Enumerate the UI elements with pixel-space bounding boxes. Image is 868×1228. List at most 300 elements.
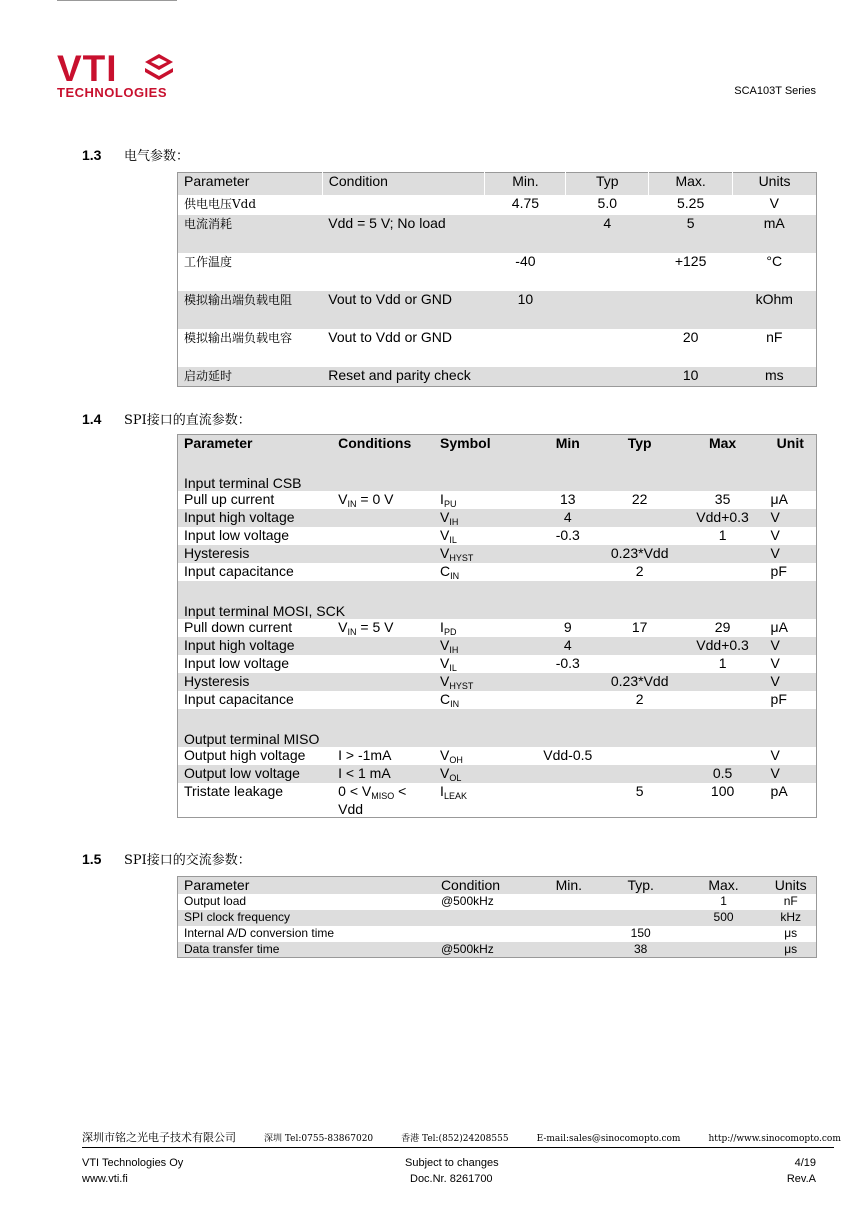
cell <box>765 673 817 691</box>
cell <box>434 619 537 637</box>
subscript: IH <box>449 516 459 527</box>
cell: μs <box>784 925 798 940</box>
section-title: 电气参数： <box>124 149 190 164</box>
cell <box>434 563 537 581</box>
cell <box>332 655 434 673</box>
cell: Internal A/D conversion time <box>184 925 335 940</box>
cell: @500kHz <box>440 893 494 908</box>
subscript: LEAK <box>443 790 467 801</box>
cell-text: pA <box>770 782 788 799</box>
footer-website[interactable]: www.vti.fi <box>82 1173 128 1185</box>
spi-dc-params-table <box>177 434 817 818</box>
cell <box>599 563 681 581</box>
table-row <box>178 215 817 253</box>
group-body <box>178 491 817 581</box>
cell-text: Pull down current <box>184 618 293 635</box>
table-row <box>178 329 817 367</box>
col-header: Conditions <box>338 435 412 451</box>
table-header-row <box>178 173 817 195</box>
cell <box>178 527 333 545</box>
col-header: Parameter <box>178 173 323 195</box>
cell <box>682 926 766 942</box>
cell <box>681 527 765 545</box>
cell-text: μA <box>770 618 788 635</box>
cell <box>537 747 599 765</box>
col-header: Parameter <box>184 435 253 451</box>
cell <box>178 765 333 783</box>
col-header: Max. <box>708 877 739 893</box>
cell <box>599 545 681 563</box>
cell <box>537 673 599 691</box>
cell <box>322 195 485 215</box>
cell <box>765 545 817 563</box>
cell-text: I <box>440 618 444 635</box>
table-row <box>178 894 817 910</box>
cell: 模拟输出端负载电容 <box>184 330 293 345</box>
cell-text: Vdd-0.5 <box>543 746 593 763</box>
col-header: Condition <box>322 173 485 195</box>
cell-text: V <box>338 490 348 507</box>
section-1-3-heading <box>82 145 189 164</box>
cell <box>682 942 766 958</box>
subscript: IL <box>449 534 457 545</box>
cell <box>332 691 434 709</box>
cell-text: V <box>440 654 450 671</box>
table-row <box>178 527 817 545</box>
cell-text: V <box>440 636 450 653</box>
cell <box>178 637 333 655</box>
footer-rule <box>82 1147 834 1148</box>
cell <box>765 691 817 709</box>
cell: 4 <box>603 214 612 231</box>
cell <box>537 545 599 563</box>
cell-text: V <box>440 508 450 525</box>
cell <box>681 637 765 655</box>
cell: 10 <box>517 290 534 307</box>
col-header: Parameter <box>184 877 250 893</box>
cell-text: V <box>338 618 348 635</box>
cell-text: V <box>770 636 780 653</box>
cell-text: V <box>770 764 780 781</box>
group-label: Output terminal MISO <box>184 730 320 747</box>
cell: 1 <box>720 893 727 908</box>
cell <box>537 563 599 581</box>
subscript: PU <box>443 498 457 509</box>
cell-text: -0.3 <box>555 526 580 543</box>
cell: 10 <box>682 366 699 383</box>
cell-text: I <box>440 490 444 507</box>
cell: nF <box>783 893 798 908</box>
cell <box>332 619 434 637</box>
col-header: Typ <box>627 435 652 451</box>
cell <box>599 765 681 783</box>
subscript: IL <box>449 662 457 673</box>
cell-text: μA <box>770 490 788 507</box>
cell <box>566 253 649 291</box>
cell <box>537 491 599 509</box>
cell-text: V <box>770 508 780 525</box>
footer-subject: Subject to changes <box>405 1157 499 1169</box>
cell: 5.0 <box>597 194 617 211</box>
table-row <box>178 765 817 783</box>
cell-text: 0 < V <box>338 782 372 799</box>
cell <box>765 765 817 783</box>
cell-text: Input low voltage <box>184 654 290 671</box>
cell <box>599 527 681 545</box>
footer-email[interactable]: E-mail:sales@sinocomopto.com <box>536 1134 681 1144</box>
cell <box>537 619 599 637</box>
cell <box>332 637 434 655</box>
cell-text: = 0 V <box>356 490 394 507</box>
table-row <box>178 691 817 709</box>
cell <box>178 563 333 581</box>
cell <box>765 783 817 818</box>
table-row <box>178 491 817 509</box>
cell: V <box>769 194 779 211</box>
cell <box>435 910 538 926</box>
cell <box>538 894 600 910</box>
col-header: Units <box>758 173 791 189</box>
cell-text: Input high voltage <box>184 636 295 653</box>
cell-text: 22 <box>631 490 648 507</box>
cell <box>765 527 817 545</box>
cell <box>599 783 681 818</box>
cell <box>599 509 681 527</box>
cell-text: 0.23*Vdd <box>610 544 669 561</box>
cell-text: 9 <box>563 618 572 635</box>
cell <box>599 619 681 637</box>
cell-text: -0.3 <box>555 654 580 671</box>
series-label: SCA103T Series <box>734 85 816 97</box>
cell-text: V <box>770 746 780 763</box>
cell-text: 1 <box>718 526 727 543</box>
cell <box>332 563 434 581</box>
section-1-4-heading <box>82 409 251 428</box>
cell <box>434 673 537 691</box>
cell <box>538 910 600 926</box>
cell <box>599 691 681 709</box>
cell <box>537 783 599 818</box>
col-header: Max <box>708 435 737 451</box>
cell-text: V <box>770 544 780 561</box>
cell <box>681 747 765 765</box>
cell-text: 5 <box>635 782 644 799</box>
group-label: Input terminal MOSI, SCK <box>184 602 346 619</box>
table-row <box>178 291 817 329</box>
col-header: Max. <box>649 173 733 195</box>
col-header: Min. <box>485 173 566 195</box>
subscript: IN <box>347 626 357 637</box>
cell <box>178 655 333 673</box>
footer-company: VTI Technologies Oy <box>82 1157 184 1169</box>
cell <box>178 747 333 765</box>
cell-text: Hysteresis <box>184 544 250 561</box>
cell <box>332 545 434 563</box>
cell-text: Input capacitance <box>184 690 294 707</box>
cell <box>332 509 434 527</box>
cell: 供电电压Vdd <box>184 196 257 211</box>
cell: Vout to Vdd or GND <box>328 328 453 345</box>
cell: 5.25 <box>676 194 705 211</box>
cell-text: I > -1mA <box>338 746 392 763</box>
section-1-5-heading <box>82 849 251 868</box>
footer-revision: Rev.A <box>786 1173 816 1185</box>
cell <box>178 673 333 691</box>
col-header: Typ <box>566 173 649 195</box>
cell-text: V <box>440 746 450 763</box>
subscript: IH <box>449 644 459 655</box>
cell <box>434 527 537 545</box>
cell-text: 0.23*Vdd <box>610 672 669 689</box>
cell-text: Input low voltage <box>184 526 290 543</box>
section-number: 1.4 <box>82 411 102 427</box>
table-row <box>178 783 817 818</box>
cell-text: pF <box>770 690 787 707</box>
cell: @500kHz <box>440 941 494 956</box>
section-title: SPI接口的直流参数： <box>124 413 251 428</box>
cell <box>681 563 765 581</box>
cell-text: 4 <box>563 508 572 525</box>
table-row <box>178 367 817 387</box>
cell <box>434 491 537 509</box>
cell: 电流消耗 <box>184 216 233 231</box>
section-title: SPI接口的交流参数： <box>124 853 251 868</box>
subscript: OL <box>449 772 462 783</box>
spi-ac-params-table <box>177 876 817 958</box>
table-row <box>178 563 817 581</box>
cell <box>599 747 681 765</box>
cell <box>434 655 537 673</box>
footer-tel-hk: 香港 Tel:(852)24208555 <box>401 1134 509 1144</box>
col-header: Condition <box>440 877 501 893</box>
cell <box>434 691 537 709</box>
cell <box>178 509 333 527</box>
vti-logo <box>57 48 168 100</box>
cell <box>765 563 817 581</box>
cell: kOhm <box>755 290 793 307</box>
cell: μs <box>784 941 798 956</box>
cell <box>681 765 765 783</box>
cell-text: 17 <box>631 618 648 635</box>
footer-doc-number: Doc.Nr. 8261700 <box>410 1173 493 1185</box>
cell <box>599 491 681 509</box>
table-row <box>178 942 817 958</box>
cell <box>332 491 434 509</box>
top-rule <box>57 0 177 1</box>
table-row <box>178 195 817 215</box>
col-header: Units <box>774 877 807 893</box>
cell: 500 <box>713 909 734 924</box>
cell <box>537 691 599 709</box>
cell-text: 13 <box>559 490 576 507</box>
cell: Output load <box>184 893 247 908</box>
subscript: PD <box>443 626 457 637</box>
cell <box>434 765 537 783</box>
subscript: IN <box>347 498 357 509</box>
cell <box>178 783 333 818</box>
cell-text: C <box>440 690 451 707</box>
cell: ms <box>764 366 784 383</box>
cell <box>765 619 817 637</box>
group-label: Input terminal CSB <box>184 474 302 491</box>
cell <box>765 747 817 765</box>
cell: 38 <box>634 941 648 956</box>
section-number: 1.5 <box>82 851 102 867</box>
cell <box>681 655 765 673</box>
cell <box>434 747 537 765</box>
col-header: Typ. <box>627 877 654 893</box>
cell <box>599 655 681 673</box>
cell <box>485 329 566 367</box>
cell <box>566 329 649 367</box>
cell-text: 1 <box>718 654 727 671</box>
col-header: Symbol <box>440 435 491 451</box>
cell: nF <box>766 328 783 345</box>
cell-text: pF <box>770 562 787 579</box>
subscript: OH <box>449 754 463 765</box>
cell <box>765 509 817 527</box>
cell: 5 <box>686 214 695 231</box>
logo-diamond-icon <box>141 52 177 86</box>
cell <box>332 673 434 691</box>
cell <box>681 545 765 563</box>
cell <box>765 491 817 509</box>
cell: 4.75 <box>511 194 540 211</box>
cell-text: V <box>440 544 450 561</box>
cell <box>599 637 681 655</box>
logo-text: VTI <box>57 48 118 89</box>
cell-text: 35 <box>714 490 731 507</box>
cell-text: = 5 V <box>356 618 394 635</box>
cell <box>600 894 682 910</box>
footer-web[interactable]: http://www.sinocomopto.com <box>708 1134 841 1144</box>
table-row <box>178 545 817 563</box>
cell <box>178 691 333 709</box>
cell: 20 <box>682 328 699 345</box>
table-row <box>178 253 817 291</box>
cell <box>599 673 681 691</box>
cell: 模拟输出端负载电阻 <box>184 292 293 307</box>
table-row <box>178 910 817 926</box>
cell <box>434 545 537 563</box>
cell-text: 0.5 <box>712 764 733 781</box>
subscript: IN <box>450 570 460 581</box>
cell <box>537 637 599 655</box>
cell <box>681 691 765 709</box>
cell <box>537 527 599 545</box>
cell <box>765 637 817 655</box>
cell <box>434 637 537 655</box>
cell <box>537 655 599 673</box>
cell: 150 <box>630 925 651 940</box>
cell <box>332 527 434 545</box>
subscript: HYST <box>449 552 474 563</box>
cell-text: I <box>440 782 444 799</box>
cell <box>600 910 682 926</box>
subscript: MISO <box>371 790 395 801</box>
cell: +125 <box>674 252 707 269</box>
cell <box>538 926 600 942</box>
cell: Vout to Vdd or GND <box>328 290 453 307</box>
subscript: IN <box>450 698 460 709</box>
cell-text: Pull up current <box>184 490 275 507</box>
cell <box>681 783 765 818</box>
cell-text: V <box>440 764 450 781</box>
cell-text: Vdd+0.3 <box>696 508 749 525</box>
cell <box>322 253 485 291</box>
cell-text: Input high voltage <box>184 508 295 525</box>
cell <box>434 509 537 527</box>
cell: mA <box>763 214 785 231</box>
cell-text: 29 <box>714 618 731 635</box>
footer-tel-sz: 深圳 Tel:0755-83867020 <box>264 1134 374 1144</box>
cell-text: < Vdd <box>338 782 407 817</box>
cell-text: Input capacitance <box>184 562 294 579</box>
subscript: HYST <box>449 680 474 691</box>
cell-text: C <box>440 562 451 579</box>
cell <box>649 291 733 329</box>
cell <box>681 673 765 691</box>
group-row <box>178 581 817 619</box>
cell: Vdd = 5 V; No load <box>328 214 446 231</box>
group-row <box>178 453 817 491</box>
logo-subtext: TECHNOLOGIES <box>57 85 168 100</box>
cell <box>681 619 765 637</box>
cell <box>681 491 765 509</box>
cell <box>178 491 333 509</box>
table-row <box>178 926 817 942</box>
cell <box>485 367 566 387</box>
table-row <box>178 673 817 691</box>
cell-text: V <box>440 526 450 543</box>
group-body <box>178 747 817 818</box>
cell-text: V <box>770 654 780 671</box>
cell <box>566 367 649 387</box>
cell <box>332 783 434 818</box>
footer-contact-line <box>82 1129 841 1145</box>
cell: 工作温度 <box>184 254 233 269</box>
cell <box>537 765 599 783</box>
cell <box>434 783 537 818</box>
cell <box>538 942 600 958</box>
cell-text: Vdd+0.3 <box>696 636 749 653</box>
cell <box>537 509 599 527</box>
group-row <box>178 709 817 747</box>
cell <box>332 765 434 783</box>
electrical-params-table <box>177 172 817 387</box>
cell <box>681 509 765 527</box>
cell <box>485 215 566 253</box>
cell-text: Hysteresis <box>184 672 250 689</box>
cell-text: I < 1 mA <box>338 764 391 781</box>
col-header: Unit <box>776 435 804 451</box>
group-body <box>178 619 817 709</box>
cell: Data transfer time <box>184 941 280 956</box>
cell <box>178 545 333 563</box>
footer-company-cn: 深圳市铭之光电子技术有限公司 <box>82 1131 236 1144</box>
cell-text: Output low voltage <box>184 764 300 781</box>
table-row <box>178 509 817 527</box>
cell-text: 2 <box>635 690 644 707</box>
col-header: Min <box>555 435 580 451</box>
col-header: Min. <box>555 877 583 893</box>
cell <box>178 619 333 637</box>
section-number: 1.3 <box>82 147 102 163</box>
cell: °C <box>766 252 783 269</box>
table-header-row <box>178 435 817 453</box>
cell: -40 <box>515 252 536 269</box>
table-row <box>178 619 817 637</box>
